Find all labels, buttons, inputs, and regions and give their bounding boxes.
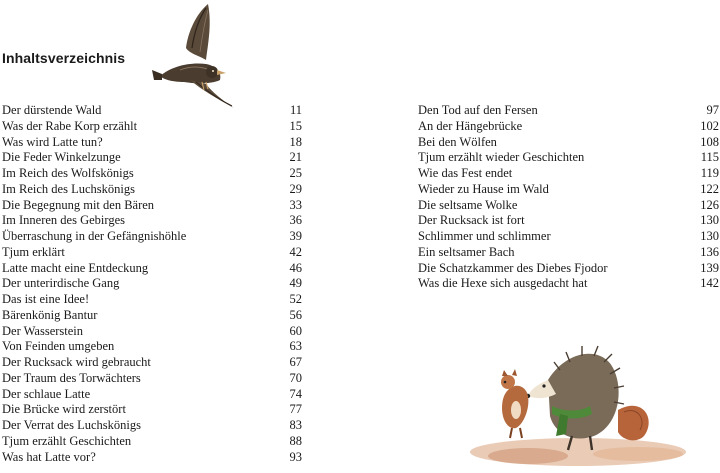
toc-entry-page: 39 [289,229,302,243]
toc-entry [418,103,719,119]
toc-entry [418,166,719,182]
toc-entry [2,292,302,308]
hedgehog-and-squirrel-illustration [468,340,698,470]
toc-entry-title: Von Feinden umgeben [2,339,115,354]
toc-entry-title: Was wird Latte tun? [2,134,103,149]
toc-entry-page: 136 [700,244,719,259]
toc-entry [418,229,719,245]
toc-entry [2,245,302,261]
toc-entry-title: Wie das Fest endet [418,166,513,180]
toc-entry-page: 119 [700,166,719,180]
toc-entry [2,418,302,434]
toc-entry-title: Im Reich des Wolfskönigs [2,166,134,180]
toc-entry-page: 83 [289,418,302,432]
toc-entry-title: Der schlaue Latte [2,386,91,401]
toc-entry [2,119,302,135]
toc-entry-title: Tjum erzählt Geschichten [2,433,132,448]
toc-entry-title: Der Wasserstein [2,323,84,338]
toc-entry-page: 52 [289,292,302,306]
toc-entry-title: Die Begegnung mit den Bären [2,197,155,212]
toc-entry-page: 42 [289,244,302,259]
toc-entry-page: 122 [700,181,719,196]
toc-right-column [418,103,719,292]
toc-entry-title: Bei den Wölfen [418,134,497,149]
toc-entry-page: 25 [289,166,302,180]
toc-entry [418,150,719,166]
toc-entry-page: 77 [289,402,302,417]
toc-entry-page: 130 [700,213,719,228]
toc-entry [2,355,302,371]
toc-entry-page: 108 [700,134,719,149]
toc-entry-title: Im Reich des Luchskönigs [2,181,135,196]
toc-entry-title: Ein seltsamer Bach [418,244,515,259]
toc-entry-title: Den Tod auf den Fersen [418,103,538,117]
toc-left-column [2,103,302,465]
toc-entry-page: 115 [700,150,719,165]
toc-entry-page: 46 [289,260,302,275]
toc-entry [2,308,302,324]
toc-entry-page: 63 [289,339,302,354]
toc-entry-page: 49 [289,276,302,291]
toc-entry [2,371,302,387]
toc-entry-title: An der Hängebrücke [418,118,523,133]
toc-entry [2,387,302,403]
toc-entry-page: 93 [289,449,302,464]
toc-entry-title: Die Schatzkammer des Diebes Fjodor [418,260,608,275]
toc-entry [2,229,302,245]
toc-entry-page: 15 [289,118,302,133]
toc-entry-title: Der Rucksack ist fort [418,213,525,228]
toc-entry [2,434,302,450]
toc-entry-page: 56 [289,307,302,322]
toc-entry-title: Die Feder Winkelzunge [2,150,121,165]
toc-entry-page: 60 [289,323,302,338]
toc-entry-page: 130 [700,229,719,243]
toc-entry [2,182,302,198]
toc-entry [2,166,302,182]
toc-entry [2,261,302,277]
toc-entry-page: 67 [289,355,302,369]
toc-entry-title: Die seltsame Wolke [418,197,518,212]
toc-entry-title: Der unterirdische Gang [2,276,120,291]
toc-entry-page: 11 [289,103,302,117]
toc-entry [418,198,719,214]
toc-entry-page: 102 [700,118,719,133]
toc-entry [2,103,302,119]
toc-entry-title: Schlimmer und schlimmer [418,229,551,243]
toc-entry [418,182,719,198]
toc-entry-page: 21 [289,150,302,165]
toc-entry-page: 97 [706,103,719,117]
toc-entry-page: 70 [289,370,302,385]
toc-entry-page: 29 [289,181,302,196]
toc-entry [2,402,302,418]
page-title: Inhaltsverzeichnis [2,50,126,66]
toc-entry [2,150,302,166]
toc-entry [418,261,719,277]
toc-entry-title: Das ist eine Idee! [2,292,90,306]
toc-entry-title: Der Rucksack wird gebraucht [2,355,151,369]
toc-entry-page: 36 [289,213,302,228]
toc-entry-title: Was der Rabe Korp erzählt [2,118,138,133]
toc-entry-title: Der dürstende Wald [2,103,102,117]
toc-entry [2,135,302,151]
toc-entry-title: Der Traum des Torwächters [2,370,141,385]
toc-entry-page: 33 [289,197,302,212]
toc-entry [418,245,719,261]
toc-entry [418,135,719,151]
toc-entry-title: Wieder zu Hause im Wald [418,181,549,196]
toc-entry [2,198,302,214]
toc-entry [2,324,302,340]
toc-entry-page: 142 [700,276,719,291]
toc-entry-title: Was hat Latte vor? [2,449,96,464]
toc-entry-title: Was die Hexe sich ausgedacht hat [418,276,588,291]
toc-entry-page: 126 [700,197,719,212]
toc-entry-title: Der Verrat des Luchskönigs [2,418,141,432]
toc-entry-title: Tjum erzählt wieder Geschichten [418,150,585,165]
toc-entry-title: Im Inneren des Gebirges [2,213,125,228]
toc-entry-page: 139 [700,260,719,275]
toc-entry-title: Überraschung in der Gefängnishöhle [2,229,187,243]
toc-entry-title: Bärenkönig Bantur [2,307,98,322]
toc-entry-page: 74 [289,386,302,401]
toc-entry [2,213,302,229]
toc-entry-page: 18 [289,134,302,149]
toc-entry-page: 88 [289,433,302,448]
toc-entry-title: Tjum erklärt [2,244,65,259]
toc-entry-title: Die Brücke wird zerstört [2,402,126,417]
toc-entry [2,450,302,466]
toc-entry [2,276,302,292]
toc-entry [418,213,719,229]
toc-entry [418,119,719,135]
toc-entry [418,276,719,292]
toc-entry-title: Latte macht eine Entdeckung [2,260,149,275]
raven-illustration [150,0,250,115]
toc-entry [2,339,302,355]
